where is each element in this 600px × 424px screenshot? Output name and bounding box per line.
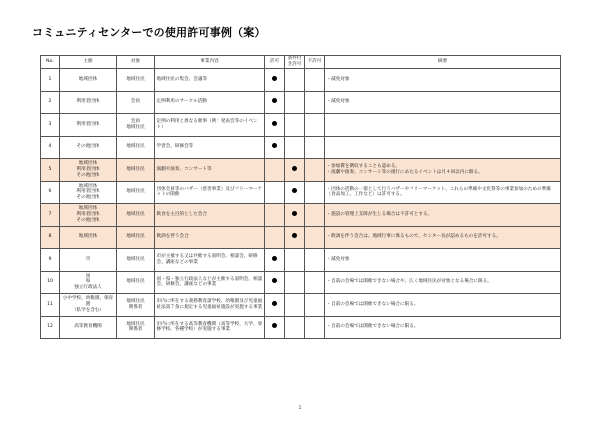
row-target: 地域住民 (117, 226, 155, 249)
row-deny-mark (305, 294, 325, 317)
row-permit-mark (265, 181, 285, 204)
mark-dot-icon (272, 98, 277, 103)
table-row (41, 316, 561, 339)
row-no: 4 (41, 136, 60, 159)
row-remarks (325, 114, 561, 137)
row-no: 11 (41, 294, 60, 317)
table-row (41, 181, 561, 204)
row-conditional-mark (285, 294, 305, 317)
row-permit-mark (265, 114, 285, 137)
table-row (41, 69, 561, 92)
table-row (41, 271, 561, 294)
table-row (41, 204, 561, 227)
row-conditional-mark (285, 226, 305, 249)
row-conditional-mark (285, 69, 305, 92)
row-permit-mark (265, 136, 285, 159)
header-host: 主催 (60, 56, 117, 69)
row-target: 地域住民 関係者 (117, 316, 155, 339)
mark-dot-icon (292, 166, 297, 171)
header-target: 対象 (117, 56, 155, 69)
row-permit-mark (265, 226, 285, 249)
row-no: 3 (41, 114, 60, 137)
row-host: 地域団体 利用者団体 その他団体 (60, 159, 117, 182)
row-target: 地域住民 (117, 204, 155, 227)
row-no: 9 (41, 249, 60, 272)
row-deny-mark (305, 91, 325, 114)
row-host: 利用者団体 (60, 91, 117, 114)
row-no: 6 (41, 181, 60, 204)
row-permit-mark (265, 204, 285, 227)
row-no: 7 (41, 204, 60, 227)
row-deny-mark (305, 204, 325, 227)
row-remarks: ・自前の会場では開催できない場合に限る。 (325, 294, 561, 317)
row-host: 地域団体 (60, 69, 117, 92)
row-no: 8 (41, 226, 60, 249)
row-deny-mark (305, 316, 325, 339)
row-host: その他団体 (60, 136, 117, 159)
table-row (41, 249, 561, 272)
row-remarks: ・減免対象 (325, 249, 561, 272)
row-conditional-mark (285, 181, 305, 204)
row-deny-mark (305, 271, 325, 294)
header-conditional: 条件付き許可 (285, 56, 305, 69)
table-row (41, 91, 561, 114)
row-host: 市 (60, 249, 117, 272)
row-no: 5 (41, 159, 60, 182)
row-content: 地域住民の集会、会議等 (155, 69, 265, 92)
header-permit: 許可 (265, 56, 285, 69)
permit-table (40, 55, 561, 339)
row-host: 高等教育機関 (60, 316, 117, 339)
row-conditional-mark (285, 114, 305, 137)
row-no: 1 (41, 69, 60, 92)
row-remarks: ・自前の会場では開催できない場合や、広く地域住民が対象となる場合に限る。 (325, 271, 561, 294)
row-host: 利用者団体 (60, 114, 117, 137)
header-deny: 不許可 (305, 56, 325, 69)
row-target: 地域住民 (117, 249, 155, 272)
row-host: 地域団体 利用者団体 その他団体 (60, 204, 117, 227)
row-content: 国・県・独立行政法人などが主催する説明会、相談会、研修会、講座などの事業 (155, 271, 265, 294)
row-permit-mark (265, 69, 285, 92)
row-target: 地域住民 (117, 159, 155, 182)
row-remarks: ・減免対象 (325, 69, 561, 92)
mark-dot-icon (272, 323, 277, 328)
row-host: 地域団体 (60, 226, 117, 249)
table-row (41, 114, 561, 137)
mark-dot-icon (272, 121, 277, 126)
row-conditional-mark (285, 91, 305, 114)
row-target: 地域住民 (117, 136, 155, 159)
table-row (41, 226, 561, 249)
row-no: 12 (41, 316, 60, 339)
row-no: 2 (41, 91, 60, 114)
row-permit-mark (265, 294, 285, 317)
mark-dot-icon (272, 76, 277, 81)
row-remarks: ・団体の活動の一環として行うバザーやフリーマーケット、これらの準備や文化祭等の事業参加のための準備（食品加工、工作など）は許可する。 (325, 181, 561, 204)
row-target: 会員 (117, 91, 155, 114)
table-row (41, 294, 561, 317)
row-permit-mark (265, 91, 285, 114)
header-row (41, 56, 561, 69)
row-target: 地域住民 (117, 181, 155, 204)
row-remarks: ・参加費を徴収することも認める。 ・演劇や演奏、コンサート等の規行にあたるイベントは月４回以内に限る。 (325, 159, 561, 182)
row-conditional-mark (285, 316, 305, 339)
row-remarks: ・飲酒を伴う会合は、地域行事に係るもので、センター長が認めるものを許可する。 (325, 226, 561, 249)
row-content: 学習会、研修会等 (155, 136, 265, 159)
row-host: 国 県 独立行政法人 (60, 271, 117, 294)
row-host: 地域団体 利用者団体 その他団体 (60, 181, 117, 204)
row-deny-mark (305, 114, 325, 137)
page-number: 1 (298, 406, 302, 411)
mark-dot-icon (292, 188, 297, 193)
row-deny-mark (305, 249, 325, 272)
row-deny-mark (305, 226, 325, 249)
row-host: 小中学校、幼稚園、保育園 （私学を含む） (60, 294, 117, 317)
row-conditional-mark (285, 136, 305, 159)
row-remarks: ・施設の管理上支障が生じる場合は不許可とする。 (325, 204, 561, 227)
header-no: No. (41, 56, 60, 69)
row-conditional-mark (285, 204, 305, 227)
row-content: 演劇や演奏、コンサート等 (155, 159, 265, 182)
row-permit-mark (265, 159, 285, 182)
row-no: 10 (41, 271, 60, 294)
mark-dot-icon (292, 211, 297, 216)
row-conditional-mark (285, 271, 305, 294)
row-deny-mark (305, 136, 325, 159)
table-row (41, 159, 561, 182)
table-row (41, 136, 561, 159)
row-content: 市内に所在する義務教育諸学校、幼稚園及び児童福祉法第７条に規定する児童福祉施設が実施する事業 (155, 294, 265, 317)
mark-dot-icon (272, 256, 277, 261)
row-content: 市内に所在する高等教育機関（高等学校、大学、専修学校、各種学校）が実施する事業 (155, 316, 265, 339)
row-remarks: ・自前の会場では開催できない場合に限る。 (325, 316, 561, 339)
row-deny-mark (305, 69, 325, 92)
header-content: 事業内容 (155, 56, 265, 69)
row-remarks: ・減免対象 (325, 91, 561, 114)
header-remarks: 摘要 (325, 56, 561, 69)
row-target: 地域住民 関係者 (117, 294, 155, 317)
row-content: 飲食を主目的とした会合 (155, 204, 265, 227)
page-title: コミュニティセンターでの使用許可事例（案） (32, 26, 266, 39)
mark-dot-icon (292, 233, 297, 238)
mark-dot-icon (272, 301, 277, 306)
row-permit-mark (265, 271, 285, 294)
row-content: 定例利用のサークル活動 (155, 91, 265, 114)
row-deny-mark (305, 159, 325, 182)
row-content: 団体会員等のバザー（慈善事業）及びフリーマーケットの開催 (155, 181, 265, 204)
row-deny-mark (305, 181, 325, 204)
row-target: 地域住民 (117, 271, 155, 294)
row-permit-mark (265, 316, 285, 339)
row-conditional-mark (285, 249, 305, 272)
table-body (41, 69, 561, 339)
row-conditional-mark (285, 159, 305, 182)
mark-dot-icon (272, 278, 277, 283)
mark-dot-icon (272, 143, 277, 148)
row-content: 市が主催する又は共催する説明会、相談会、研修会、講座などの事業 (155, 249, 265, 272)
row-content: 飲酒を伴う会合 (155, 226, 265, 249)
row-permit-mark (265, 249, 285, 272)
row-content: 定例の利用と異なる催事（例：発表会等のイベント） (155, 114, 265, 137)
row-target: 地域住民 (117, 69, 155, 92)
row-remarks (325, 136, 561, 159)
row-target: 会員 地域住民 (117, 114, 155, 137)
